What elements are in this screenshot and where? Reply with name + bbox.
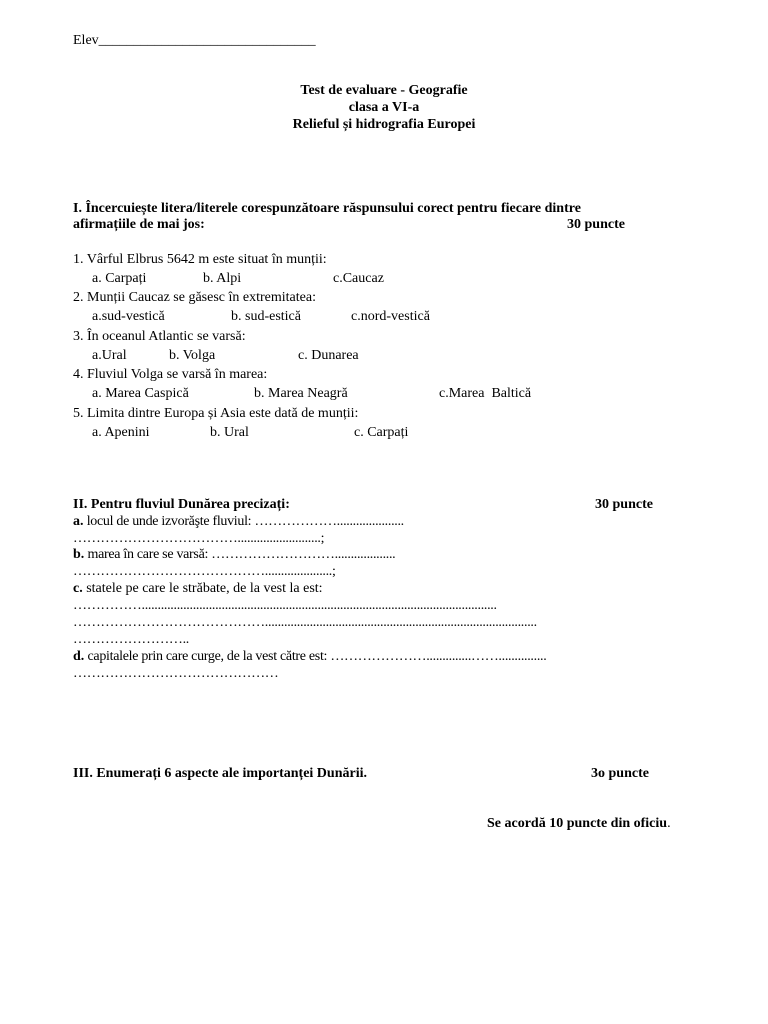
q1-option-a: a. Carpați [92, 271, 147, 286]
student-name-field: Elev_______________________________ [73, 33, 316, 48]
q5-option-b: b. Ural [210, 425, 249, 440]
section1-heading-line1: I. Încercuiește litera/literele corespunzătoare răspunsului corect pentru fiecare dintre [73, 201, 581, 216]
section3-heading: III. Enumerați 6 aspecte ale importanței Dunării. [73, 766, 367, 781]
q4-option-c: c.Marea Baltică [439, 386, 532, 401]
q3-option-c: c. Dunarea [298, 348, 359, 363]
q5-option-c: c. Carpați [354, 425, 409, 440]
item-b-answer-line: …………………………………….....................; [73, 564, 336, 579]
q2-option-c: c.nord-vestică [351, 309, 430, 324]
section3-points: 3o puncte [591, 766, 649, 781]
question-3: 3. În oceanul Atlantic se varsă: [73, 329, 246, 344]
question-4: 4. Fluviul Volga se varsă în marea: [73, 367, 268, 382]
question-2: 2. Munții Caucaz se găsesc în extremitatea: [73, 290, 316, 305]
section2-points: 30 puncte [595, 497, 653, 512]
item-d-text: capitalele prin care curge, de la vest către est: …………………..............……............... [84, 649, 547, 664]
q3-option-a: a.Ural [92, 348, 127, 363]
item-c-letter: c. [73, 581, 83, 596]
question-5: 5. Limita dintre Europa și Asia este dată de munții: [73, 406, 359, 421]
q4-option-b: b. Marea Neagră [254, 386, 348, 401]
item-a-letter: a. [73, 514, 84, 529]
section1-points: 30 puncte [567, 217, 625, 232]
test-grade: clasa a VI-a [348, 100, 420, 115]
bonus-points-note [487, 814, 671, 833]
item-a-answer-line: ………………………………..........................; [73, 531, 325, 546]
q1-option-c: c.Caucaz [333, 271, 384, 286]
q2-option-b: b. sud-estică [231, 309, 301, 324]
q1-option-b: b. Alpi [203, 271, 242, 286]
q4-option-a: a. Marea Caspică [92, 386, 189, 401]
item-b-text: marea în care se varsă: ………………………................... [84, 547, 396, 562]
q2-option-a: a.sud-vestică [92, 309, 165, 324]
item-c-answer-line-2: ……………………………………..................................................................................... [73, 615, 537, 630]
item-b-letter: b. [73, 547, 85, 562]
bonus-points-period: . [667, 816, 671, 831]
section1-heading-line2: afirmațiile de mai jos: [73, 217, 205, 232]
q3-option-b: b. Volga [169, 348, 216, 363]
question-1: 1. Vârful Elbrus 5642 m este situat în munții: [73, 252, 327, 267]
section2-heading: II. Pentru fluviul Dunărea precizați: [73, 497, 290, 512]
item-c-answer-line-3: …………………….. [73, 632, 190, 647]
item-d-answer-line: ……………………………………… [73, 666, 279, 681]
q5-option-a: a. Apenini [92, 425, 150, 440]
item-c-text: statele pe care le străbate, de la vest la est: [82, 581, 323, 596]
bonus-points-text: Se acordă 10 puncte din oficiu [487, 816, 668, 831]
test-topic: Relieful și hidrografia Europei [292, 117, 476, 132]
item-c-answer-line-1: ……………............................................................................................................... [73, 598, 497, 613]
item-d-letter: d. [73, 649, 85, 664]
test-title: Test de evaluare - Geografie [300, 83, 468, 98]
item-a-text: locul de unde izvorăşte fluviul: ………………..................... [83, 514, 404, 529]
